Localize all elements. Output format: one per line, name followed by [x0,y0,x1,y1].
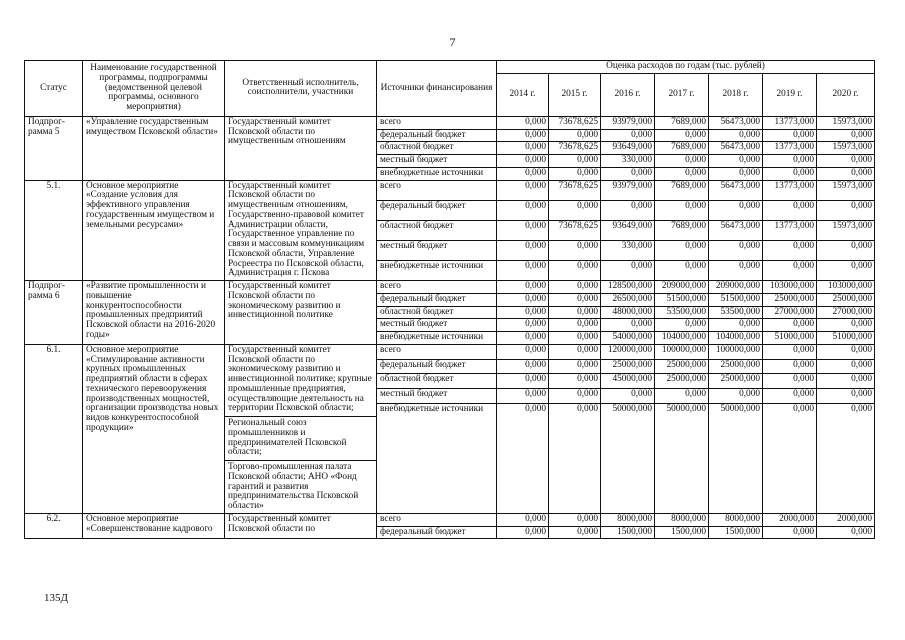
executor-cell [225,180,377,281]
value-cell: 0,000 [763,200,817,220]
value-cell: 0,000 [709,167,763,180]
source-cell: областной бюджет [377,220,497,240]
source-cell: внебюджетные источники [377,403,497,513]
value-cell: 1500,000 [601,526,655,539]
value-cell: 0,000 [817,129,875,142]
value-cell: 0,000 [817,155,875,168]
value-cell: 0,000 [497,389,549,404]
value-cell: 104000,000 [709,332,763,345]
value-cell: 27000,000 [817,306,875,319]
value-cell: 0,000 [763,389,817,404]
value-cell: 0,000 [601,260,655,280]
value-cell: 51000,000 [817,332,875,345]
source-cell: федеральный бюджет [377,129,497,142]
value-cell: 0,000 [709,200,763,220]
source-cell: внебюджетные источники [377,260,497,280]
executor-paragraph: Государственный комитет Псковской области по экономическому развитию и инвестиционной политике [228,281,341,321]
status-cell: 6.2. [25,513,83,539]
value-cell: 0,000 [497,167,549,180]
table-row [25,281,875,294]
value-cell: 27000,000 [763,306,817,319]
source-cell: областной бюджет [377,306,497,319]
executor-cell [225,116,377,180]
value-cell: 51500,000 [655,293,709,306]
page-number: 7 [449,35,456,49]
program-name-cell: «Управление государственным имуществом Псковской области» [83,116,225,180]
value-cell: 0,000 [497,293,549,306]
source-cell: всего [377,116,497,129]
value-cell: 0,000 [655,167,709,180]
table-row [25,513,875,526]
value-cell: 0,000 [497,374,549,389]
value-cell: 0,000 [497,220,549,240]
value-cell: 103000,000 [763,281,817,294]
value-cell: 0,000 [549,403,601,513]
value-cell: 104000,000 [655,332,709,345]
value-cell: 0,000 [549,306,601,319]
value-cell: 0,000 [709,260,763,280]
value-cell: 0,000 [817,344,875,359]
value-cell: 0,000 [601,129,655,142]
value-cell: 120000,000 [601,344,655,359]
value-cell: 13773,000 [763,142,817,155]
header-year: 2014 г. [497,73,549,116]
value-cell: 0,000 [817,319,875,332]
source-cell: местный бюджет [377,319,497,332]
value-cell: 0,000 [601,389,655,404]
value-cell: 51500,000 [709,293,763,306]
value-cell: 51000,000 [763,332,817,345]
value-cell: 45000,000 [601,374,655,389]
source-cell: внебюджетные источники [377,167,497,180]
source-cell: областной бюджет [377,142,497,155]
source-cell: федеральный бюджет [377,359,497,374]
value-cell: 0,000 [817,359,875,374]
header-year: 2020 г. [817,73,875,116]
value-cell: 0,000 [549,344,601,359]
executor-paragraph: Государственный комитет Псковской области по [228,513,331,534]
executor-cell [225,281,377,345]
source-cell: всего [377,180,497,200]
value-cell: 0,000 [497,155,549,168]
value-cell: 0,000 [549,389,601,404]
value-cell: 73678,625 [549,142,601,155]
value-cell: 25000,000 [817,293,875,306]
table-row [25,344,875,359]
header-status: Статус [25,61,83,117]
source-cell: федеральный бюджет [377,293,497,306]
value-cell: 209000,000 [655,281,709,294]
source-cell: местный бюджет [377,389,497,404]
value-cell: 13773,000 [763,180,817,200]
value-cell: 15973,000 [817,142,875,155]
value-cell: 93649,000 [601,142,655,155]
value-cell: 0,000 [497,116,549,129]
value-cell: 0,000 [549,374,601,389]
value-cell: 100000,000 [655,344,709,359]
value-cell: 209000,000 [709,281,763,294]
value-cell: 0,000 [709,129,763,142]
value-cell: 0,000 [549,129,601,142]
value-cell: 0,000 [655,240,709,260]
table-row [25,116,875,129]
value-cell: 0,000 [655,129,709,142]
value-cell: 0,000 [601,319,655,332]
value-cell: 73678,625 [549,220,601,240]
executor-paragraph: Государственный комитет Псковской области по имущественным отношениям [228,116,346,147]
value-cell: 73678,625 [549,116,601,129]
footer-code: 135Д [44,592,69,604]
value-cell: 100000,000 [709,344,763,359]
program-name-cell: «Развитие промышленности и повышение конкурентоспособности промышленных предприятий Псковской области на 2016-2020 годы» [83,281,225,345]
value-cell: 25000,000 [763,293,817,306]
value-cell: 0,000 [497,281,549,294]
value-cell: 0,000 [497,319,549,332]
value-cell: 0,000 [497,180,549,200]
value-cell: 25000,000 [655,359,709,374]
value-cell: 0,000 [763,344,817,359]
value-cell: 330,000 [601,240,655,260]
value-cell: 0,000 [497,526,549,539]
value-cell: 50000,000 [601,403,655,513]
value-cell: 25000,000 [709,359,763,374]
value-cell: 26500,000 [601,293,655,306]
value-cell: 0,000 [497,200,549,220]
executor-paragraph: Региональный союз промышленников и предпринимателей Псковской области; [225,416,376,458]
value-cell: 0,000 [763,403,817,513]
value-cell: 0,000 [817,200,875,220]
value-cell: 25000,000 [709,374,763,389]
value-cell: 0,000 [817,240,875,260]
value-cell: 0,000 [817,260,875,280]
header-year: 2016 г. [601,73,655,116]
value-cell: 103000,000 [817,281,875,294]
value-cell: 0,000 [763,240,817,260]
value-cell: 0,000 [497,403,549,513]
value-cell: 8000,000 [655,513,709,526]
value-cell: 15973,000 [817,180,875,200]
value-cell: 1500,000 [709,526,763,539]
value-cell: 0,000 [549,332,601,345]
value-cell: 0,000 [549,167,601,180]
value-cell: 2000,000 [817,513,875,526]
value-cell: 48000,000 [601,306,655,319]
value-cell: 93979,000 [601,116,655,129]
value-cell: 128500,000 [601,281,655,294]
value-cell: 0,000 [549,240,601,260]
value-cell: 56473,000 [709,180,763,200]
value-cell: 0,000 [549,260,601,280]
value-cell: 7689,000 [655,180,709,200]
value-cell: 0,000 [497,344,549,359]
value-cell: 0,000 [763,155,817,168]
value-cell: 0,000 [709,240,763,260]
executor-cell [225,344,377,513]
executor-paragraph: Государственный комитет Псковской области по экономическому развитию и инвестиционной политике; крупные промышленные предприятия, осуществляющие деятельность на территории Псковской области; [228,344,372,414]
value-cell: 56473,000 [709,116,763,129]
value-cell: 0,000 [709,389,763,404]
value-cell: 0,000 [549,359,601,374]
header-name: Наименование государственной программы, подпрограммы (ведомственной целевой программы, основного мероприятия) [83,61,225,117]
header-estimate: Оценка расходов по годам (тыс. рублей) [497,61,875,74]
value-cell: 0,000 [549,200,601,220]
value-cell: 0,000 [549,526,601,539]
value-cell: 0,000 [601,200,655,220]
value-cell: 0,000 [655,260,709,280]
source-cell: всего [377,281,497,294]
value-cell: 8000,000 [601,513,655,526]
value-cell: 93979,000 [601,180,655,200]
value-cell: 0,000 [763,129,817,142]
value-cell: 0,000 [817,374,875,389]
budget-table [24,60,875,539]
program-name-cell: Основное мероприятие «Совершенствование кадрового [83,513,225,539]
value-cell: 73678,625 [549,180,601,200]
value-cell: 0,000 [655,200,709,220]
value-cell: 0,000 [763,374,817,389]
value-cell: 0,000 [709,319,763,332]
executor-cell [225,513,377,539]
value-cell: 0,000 [549,513,601,526]
source-cell: всего [377,513,497,526]
header-executor: Ответственный исполнитель, соисполнители, участники [225,61,377,117]
value-cell: 0,000 [549,293,601,306]
source-cell: всего [377,344,497,359]
value-cell: 0,000 [817,389,875,404]
value-cell: 0,000 [763,319,817,332]
header-year: 2019 г. [763,73,817,116]
program-name-cell: Основное мероприятие «Создание условия для эффективного управления государственным имуществом и земельными ресурсами» [83,180,225,281]
value-cell: 25000,000 [601,359,655,374]
executor-paragraph: Торгово-промышленная палата Псковской области; АНО «Фонд гарантий и развития предпринимательства Псковской области» [225,460,376,512]
status-cell: Подпрог-рамма 5 [25,116,83,180]
value-cell: 1500,000 [655,526,709,539]
table-row [25,180,875,200]
value-cell: 0,000 [549,281,601,294]
source-cell: внебюджетные источники [377,332,497,345]
value-cell: 0,000 [497,306,549,319]
value-cell: 0,000 [549,155,601,168]
value-cell: 0,000 [497,359,549,374]
source-cell: местный бюджет [377,155,497,168]
value-cell: 93649,000 [601,220,655,240]
value-cell: 0,000 [497,129,549,142]
value-cell: 15973,000 [817,220,875,240]
value-cell: 0,000 [763,359,817,374]
source-cell: областной бюджет [377,374,497,389]
source-cell: федеральный бюджет [377,200,497,220]
value-cell: 0,000 [763,167,817,180]
value-cell: 0,000 [497,513,549,526]
status-cell: 6.1. [25,344,83,513]
table-body [25,116,875,539]
executor-paragraph: Государственный комитет Псковской области по имущественным отношениям, Государственно-правовой комитет Администрации области, Государственное управление по связи и массовым коммуникациям Псковской области, Управление Росреестра по Псковской области, Администрация г. Пскова [228,180,365,279]
value-cell: 25000,000 [655,374,709,389]
status-cell: Подпрог-рамма 6 [25,281,83,345]
value-cell: 0,000 [497,332,549,345]
status-cell: 5.1. [25,180,83,281]
value-cell: 7689,000 [655,142,709,155]
value-cell: 56473,000 [709,142,763,155]
value-cell: 330,000 [601,155,655,168]
header-year: 2018 г. [709,73,763,116]
value-cell: 0,000 [817,403,875,513]
header-year: 2017 г. [655,73,709,116]
header-sources: Источники финансирования [377,61,497,117]
value-cell: 13773,000 [763,220,817,240]
value-cell: 0,000 [763,526,817,539]
value-cell: 0,000 [655,389,709,404]
value-cell: 0,000 [601,167,655,180]
value-cell: 13773,000 [763,116,817,129]
source-cell: федеральный бюджет [377,526,497,539]
value-cell: 0,000 [763,260,817,280]
value-cell: 0,000 [817,526,875,539]
value-cell: 0,000 [497,260,549,280]
header-year: 2015 г. [549,73,601,116]
value-cell: 50000,000 [709,403,763,513]
value-cell: 50000,000 [655,403,709,513]
source-cell: местный бюджет [377,240,497,260]
value-cell: 7689,000 [655,220,709,240]
value-cell: 56473,000 [709,220,763,240]
value-cell: 0,000 [817,167,875,180]
value-cell: 0,000 [655,155,709,168]
program-name-cell: Основное мероприятие «Стимулирование активности крупных промышленных предприятий области в сферах технического перевооружения производственных мощностей, организации производства новых видов конкурентоспособной продукции» [83,344,225,513]
value-cell: 8000,000 [709,513,763,526]
value-cell: 54000,000 [601,332,655,345]
value-cell: 53500,000 [655,306,709,319]
value-cell: 0,000 [655,319,709,332]
value-cell: 0,000 [709,155,763,168]
value-cell: 7689,000 [655,116,709,129]
value-cell: 15973,000 [817,116,875,129]
value-cell: 0,000 [497,240,549,260]
value-cell: 2000,000 [763,513,817,526]
value-cell: 53500,000 [709,306,763,319]
value-cell: 0,000 [549,319,601,332]
value-cell: 0,000 [497,142,549,155]
